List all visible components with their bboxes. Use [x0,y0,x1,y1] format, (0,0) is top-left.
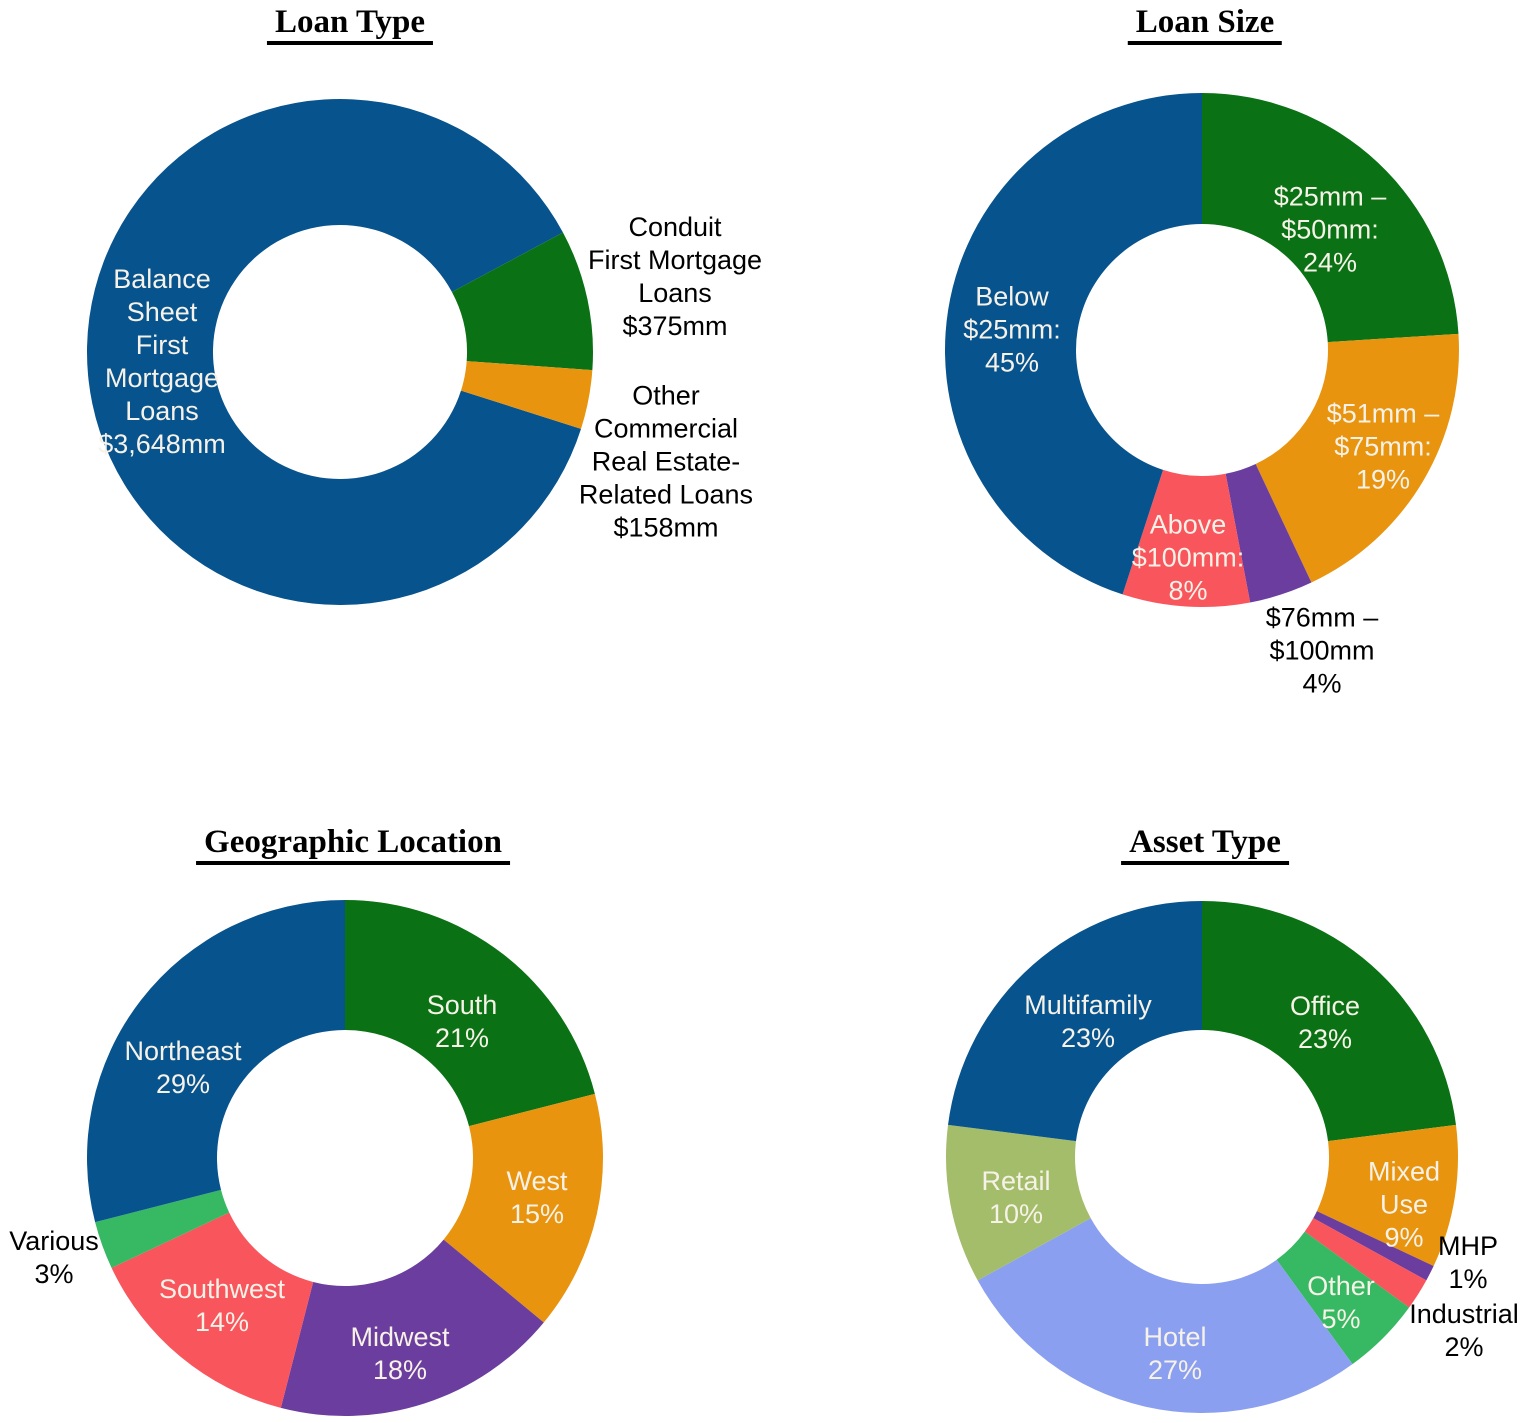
slice-label-line: Commercial [593,413,739,444]
slice-asset-type-7 [948,901,1202,1141]
loan-type-donut [87,99,593,605]
chart-title-asset-type: Asset Type [1121,824,1289,865]
slice-label-line: Balance [113,264,211,295]
slice-label-line: 10% [988,1199,1044,1229]
slice-label-line: MHP [1438,1231,1498,1262]
slice-label-line: $25mm – [1273,181,1387,212]
slice-label-line: Real Estate- [591,446,741,477]
slice-label-line: 9% [1384,1222,1424,1253]
slice-label-line: 5% [1321,1304,1361,1334]
slice-label-line: $50mm: [1281,214,1379,245]
slice-label-line: 19% [1355,464,1411,495]
slice-label-line: Related Loans [578,479,754,510]
slice-label-line: Midwest [350,1322,450,1353]
slice-label-line: $51mm – [1326,398,1440,429]
slice-label-line: $375mm [622,310,728,341]
slice-label-line: $76mm – [1265,602,1379,633]
slice-label-line: $100mm [1269,635,1375,666]
slice-label-line: First Mortgage [587,245,763,276]
slice-label-line: Various [9,1226,99,1257]
geographic-location-donut [87,900,603,1416]
slice-label-line: 4% [1302,668,1342,699]
slice-label-line: $3,648mm [98,428,226,459]
slice-label-line: Mortgage [104,363,220,393]
slice-label-line: Above [1149,509,1227,540]
slice-label-line: Southwest [158,1274,286,1305]
chart-title-loan-size: Loan Size [1128,4,1282,45]
slice-label-line: West [506,1166,568,1197]
slice-label-line: Industrial [1409,1299,1519,1330]
slice-geographic-location-0 [345,900,595,1126]
slice-label-line: Other [632,380,700,411]
slice-label-line: 29% [155,1069,211,1099]
slice-label-line: 24% [1302,247,1358,278]
slice-label-line: Other [1307,1271,1375,1302]
loan-size-donut [945,93,1459,607]
slice-label-line: 8% [1168,575,1208,606]
asset-type-donut [946,901,1458,1413]
chart-title-loan-type: Loan Type [267,4,433,45]
slice-label-line: $75mm: [1334,431,1432,462]
slice-label-line: Sheet [126,297,198,328]
chart-title-geographic-location: Geographic Location [196,824,510,865]
slice-label-line: $100mm: [1131,542,1245,573]
slice-label-line: Loans [638,278,712,308]
slice-label-line: Office [1289,991,1361,1022]
slice-label-line: 45% [984,347,1040,378]
slice-label-line: 23% [1297,1024,1353,1054]
slice-label-line: Below [975,281,1049,312]
slice-label-line: 23% [1060,1023,1116,1053]
slice-label-line: Mixed [1367,1156,1441,1187]
slice-label-line: South [426,990,498,1021]
slice-label-line: 2% [1444,1332,1484,1362]
slice-label-line: Hotel [1143,1322,1207,1353]
slice-label-line: Northeast [124,1036,242,1067]
slice-label-line: First [135,330,189,361]
slice-label-line: Conduit [628,212,722,243]
slice-label-line: 14% [194,1307,250,1337]
slice-label-line: Retail [981,1166,1051,1197]
slice-label-line: Use [1379,1189,1428,1220]
slice-loan-size-0 [1202,93,1458,342]
slice-label-line: 27% [1147,1355,1203,1385]
slice-label-line: Loans [125,395,199,426]
slice-label-line: 18% [372,1355,428,1385]
slice-asset-type-0 [1202,901,1456,1141]
slice-label-line: 21% [434,1023,490,1053]
slice-label-line: 3% [34,1259,74,1289]
slice-geographic-location-5 [87,900,345,1222]
slice-label-line: 15% [509,1199,565,1229]
slice-label-line: Multifamily [1024,990,1152,1021]
slice-label-line: $25mm: [963,314,1061,345]
slice-label-line: 1% [1448,1264,1488,1294]
slice-label-line: $158mm [613,512,719,543]
